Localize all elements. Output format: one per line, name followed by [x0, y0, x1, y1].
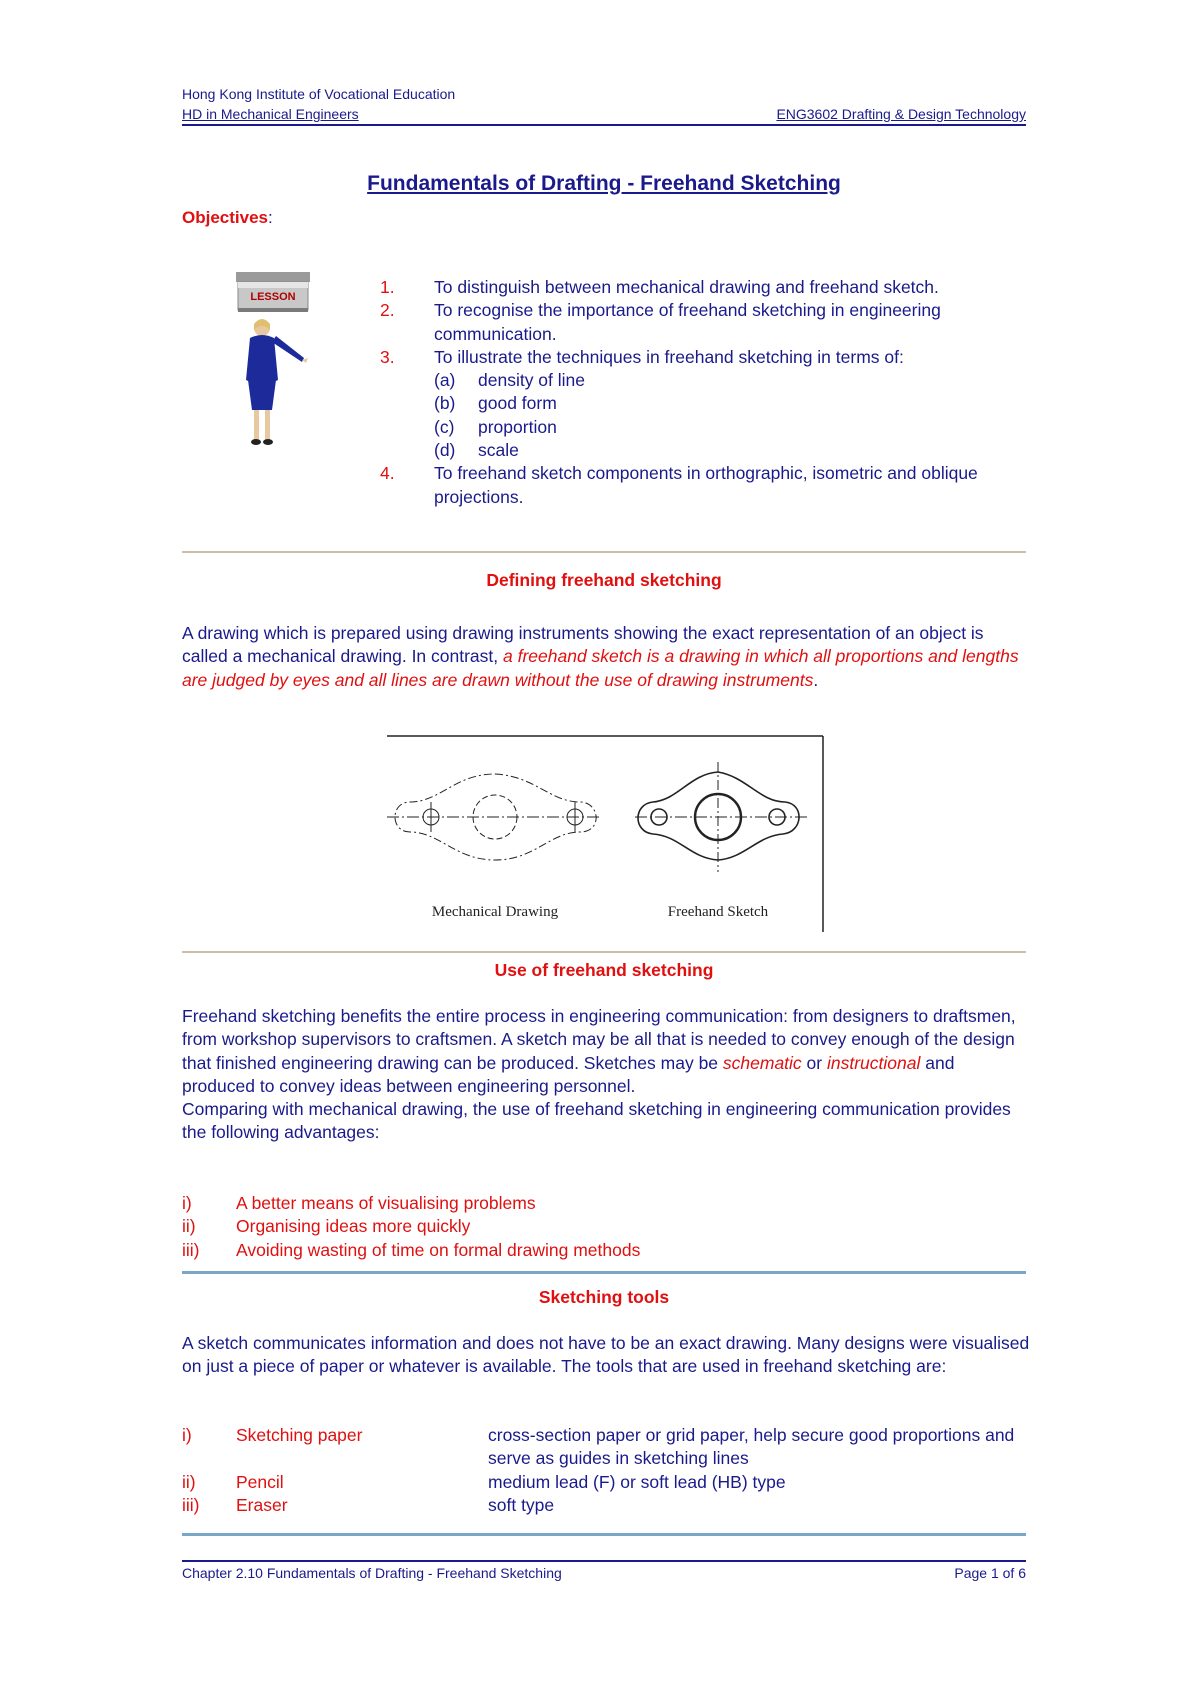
objectives-heading — [182, 208, 273, 228]
subitem-label: (c) — [434, 416, 455, 437]
tool-label: iii) — [182, 1494, 200, 1515]
objective-text: To distinguish between mechanical drawing and freehand sketch. — [434, 277, 939, 297]
subitem-label: (d) — [434, 440, 456, 461]
advantage-item — [182, 1239, 1032, 1262]
footer-page-number: Page 1 of 6 — [954, 1565, 1026, 1581]
objective-number: 1. — [380, 277, 395, 297]
advantage-item — [182, 1215, 1032, 1238]
header-programme: HD in Mechanical Engineers — [182, 106, 359, 122]
figure-arm — [272, 336, 304, 362]
section-divider — [182, 1533, 1026, 1536]
section-heading-use: Use of freehand sketching — [494, 960, 714, 980]
subitem-text: proportion — [478, 416, 557, 437]
advantages-list — [182, 1192, 1032, 1262]
objective-text: To freehand sketch components in orthographic, isometric and oblique projections. — [434, 463, 978, 507]
section-divider — [182, 951, 1026, 953]
advantage-text: Avoiding wasting of time on formal drawing methods — [236, 1239, 641, 1260]
defining-text: A drawing which is prepared using drawing instruments showing the exact representation of an object is called a mechanical drawing. In contrast, — [182, 623, 984, 667]
comparison-text: Comparing with mechanical drawing, the use of freehand sketching in engineering communication provides the following advantages: — [182, 1099, 1011, 1143]
objective-number: 2. — [380, 300, 395, 321]
objective-subitem — [380, 392, 1040, 415]
term-instructional: instructional — [826, 1052, 921, 1073]
page-footer — [182, 1565, 1026, 1581]
tool-label: ii) — [182, 1471, 196, 1492]
header-institute: Hong Kong Institute of Vocational Education — [182, 86, 456, 102]
subitem-label: (a) — [434, 370, 456, 391]
tool-name: Sketching paper — [236, 1425, 363, 1445]
tool-name: Eraser — [236, 1494, 288, 1515]
advantage-text: A better means of visualising problems — [236, 1193, 536, 1213]
drawing-comparison-figure — [385, 732, 825, 932]
section-heading-tools: Sketching tools — [538, 1287, 670, 1307]
objective-subitem — [380, 439, 1040, 462]
advantage-text: Organising ideas more quickly — [236, 1216, 471, 1237]
lesson-presenter-illustration — [232, 270, 344, 452]
tool-item — [182, 1494, 1042, 1517]
defining-period: . — [813, 669, 819, 690]
header-row — [182, 106, 1026, 122]
objective-item — [380, 346, 1040, 369]
objective-item — [380, 299, 1040, 346]
use-text-end: and produced to convey ideas between engineering personnel. — [182, 1052, 955, 1096]
tool-label: i) — [182, 1425, 192, 1445]
use-paragraph — [182, 1005, 1032, 1145]
tool-item — [182, 1424, 1042, 1471]
section-divider — [182, 551, 1026, 553]
tool-item — [182, 1471, 1042, 1494]
subitem-text: scale — [478, 440, 519, 461]
objective-text: To illustrate the techniques in freehand sketching in terms of: — [434, 346, 904, 367]
objectives-colon: : — [268, 208, 273, 227]
tool-name: Pencil — [236, 1471, 284, 1492]
tool-description: cross-section paper or grid paper, help secure good proportions and serve as guides in sketching lines — [488, 1425, 1015, 1469]
tools-list — [182, 1424, 1042, 1517]
mechanical-drawing — [387, 774, 600, 860]
section-divider — [182, 1271, 1026, 1274]
caption-freehand-sketch: Freehand Sketch — [667, 904, 769, 920]
sketch-outline — [638, 772, 799, 860]
use-text-or: or — [801, 1052, 827, 1073]
defining-paragraph — [182, 622, 1032, 692]
figure-skirt — [248, 380, 276, 410]
use-text: Freehand sketching benefits the entire process in engineering communication: from designers to draftsmen, from workshop supervisors to craftsmen. A sketch may be all that is needed to convey enough of the design that finished engineering drawing can be produced. Sketches may be — [182, 1006, 1016, 1073]
term-schematic: schematic — [722, 1052, 802, 1073]
subitem-label: (b) — [434, 393, 456, 414]
objective-item — [380, 462, 1040, 509]
footer-chapter: Chapter 2.10 Fundamentals of Drafting - Freehand Sketching — [182, 1565, 562, 1581]
subitem-text: density of line — [478, 370, 586, 391]
footer-divider — [182, 1560, 1026, 1562]
subitem-text: good form — [478, 393, 557, 414]
objective-text: To recognise the importance of freehand sketching in engineering communication. — [434, 300, 941, 344]
advantage-label: ii) — [182, 1216, 196, 1237]
freehand-sketch — [635, 762, 810, 872]
tool-description: soft type — [488, 1494, 555, 1515]
defining-definition: a freehand sketch is a drawing in which all proportions and lengths are judged by eyes and all lines are drawn without the use of drawing instruments — [182, 646, 1019, 690]
objective-item — [380, 276, 1040, 299]
tools-paragraph: A sketch communicates information and does not have to be an exact drawing. Many designs were visualised on just a piece of paper or whatever is available. The tools that are used in freehand sketching are: — [182, 1333, 1030, 1377]
sign-top-bar — [236, 272, 310, 282]
advantage-label: iii) — [182, 1239, 200, 1260]
objective-subitem — [380, 369, 1040, 392]
lesson-sign-text: LESSON — [250, 291, 296, 303]
header-divider — [182, 124, 1026, 126]
objective-number: 4. — [380, 463, 395, 484]
objectives-list — [380, 276, 1040, 509]
page-title: Fundamentals of Drafting - Freehand Sketching — [367, 172, 841, 195]
objective-number: 3. — [380, 346, 395, 367]
header-module: ENG3602 Drafting & Design Technology — [776, 106, 1026, 122]
advantage-label: i) — [182, 1193, 192, 1213]
caption-mechanical-drawing: Mechanical Drawing — [431, 904, 559, 920]
advantage-item — [182, 1192, 1032, 1215]
objectives-label: Objectives — [182, 208, 268, 227]
objective-subitem — [380, 416, 1040, 439]
tool-description: medium lead (F) or soft lead (HB) type — [488, 1471, 786, 1492]
section-heading-defining: Defining freehand sketching — [486, 570, 722, 590]
